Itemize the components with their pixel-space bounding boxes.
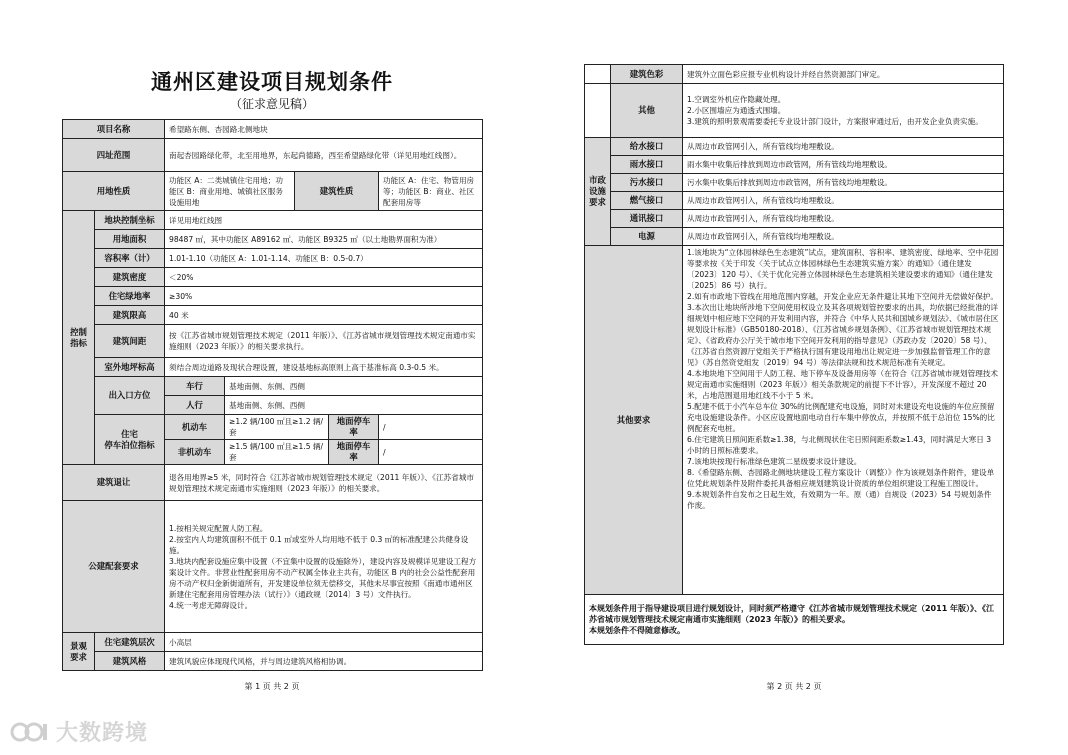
table-row <box>63 325 483 358</box>
landscape-label: 景观 要求 <box>63 633 95 671</box>
layers-label: 住宅建筑层次 <box>95 633 165 652</box>
pedestrian-label: 人行 <box>165 396 225 415</box>
public-facilities-value: 1.按相关规定配置人防工程。 2.按室内人均建筑面积不低于 0.1 ㎡或室外人均用地不低于 0.3 ㎡的标准配建公共健身设施。 3.地块内配套设施应集中设置（不宜集中设置的设施除外），建设内容及规模详见建设工程方案设计文件。非营业性配套用房不动产权属全体业主共有，功能区 B 内的社会公益性配套用房不动产权归金新街道所有，开发建设单位须无偿移交，其他未尽事宜按照《南通市通州区新建住宅配套用房管理办法（试行）》（通政规〔2014〕3 号）文件执行。 4.统一考虑无障碍设计。 <box>165 501 483 633</box>
style-value: 建筑风貌应体现现代风格，并与周边建筑风格相协调。 <box>165 652 483 671</box>
table-row <box>585 595 1004 645</box>
motor-value: ≥1.2 辆/100 ㎡且≥1.2 辆/套 <box>225 415 329 440</box>
far-label: 容积率（计） <box>95 249 165 268</box>
municipal-label: 市政 设施 要求 <box>585 138 611 246</box>
planning-conditions-table-1 <box>62 119 483 671</box>
coord-label: 地块控制坐标 <box>95 211 165 230</box>
page-footer-2: 第 2 页 共 2 页 <box>766 682 822 691</box>
telecom-value: 从周边市政管网引入，所有管线均地埋敷设。 <box>683 210 1004 228</box>
table-row <box>63 211 483 230</box>
boundary-label: 四址范围 <box>63 139 165 172</box>
power-label: 电源 <box>611 228 683 246</box>
other-requirements-value: 1.该地块为“立体园林绿色生态建筑”试点，建筑面积、容积率、建筑密度、绿地率、空中花园等要求按《关于印发〈关于试点立体园林绿色生态建筑实施方案〉的通知》（通住建发〔2023〕120 号）、《关于优化完善立体园林绿色生态建筑相关建设要求的通知》（通住建发〔2025〕86 号）执行。 2.如有市政地下管线在用地范围内穿越，开发企业应无条件避让其地下空间并无偿做好保护。 3.本次出让地块所涉地下空间使用权设立及其各项规划管控要求的出具，均依据已经批准的详细规划中相应地下空间的开发利用内容，并符合《中华人民共和国城乡规划法》、《城市居住区规划设计标准》（GB50180-2018）、《江苏省城乡规划条例》、《江苏省城市规划管理技术规定》、《省政府办公厅关于城市地下空间开发利用的指导意见》（苏政办发〔2020〕58 号）、《江苏省自然资源厅党组关于严格执行国有建设用地出让规定进一步加强监督管理工作的意见》（苏自然资党组发〔2019〕94 号）等法律法规和技术规范标准有关规定。 4.本地块地下空间用于人防工程、地下停车及设备用房等（在符合《江苏省城市规划管理技术规定南通市实施细则（2023 年版）》相关条款规定的前提下不计容），开发深度不超过 20 米，占地范围退用地红线不小于 5 米。 5.配建不低于小汽车总车位 30%的比例配建充电设施，同时对未建设充电设施的车位应预留充电设施建设条件。小区应设置地面电动自行车集中停放点，并按照不低于总泊位 15%的比例配套充电桩。 6.住宅建筑日照间距系数≥1.38，与北侧现状住宅日照间距系数≥1.43，同时满足大寒日 3 小时的日照标准要求。 7.该地块按现行标准绿色建筑二星级要求设计建设。 8.《希望路东侧、杏园路北侧地块建设工程方案设计（调整）》作为该规划条件附件，建设单位凭此规划条件及附件委托具备相应规划建筑设计资质的单位组织建设工程施工图设计。 9.本规划条件自发布之日起生效，有效期为一年。原（通）自规设（2023）54 号规划条件作废。 <box>683 246 1004 595</box>
green-label: 住宅绿地率 <box>95 287 165 306</box>
pedestrian-value: 基地南侧、东侧、西侧 <box>225 396 483 415</box>
entrance-label: 出入口方位 <box>95 377 165 415</box>
density-value: ＜20% <box>165 268 483 287</box>
motor-ground-label: 地面停车率 <box>329 415 379 440</box>
spacing-label: 建筑间距 <box>95 325 165 358</box>
parking-label: 住宅 停车泊位指标 <box>95 415 165 465</box>
setback-label: 建筑退让 <box>63 465 165 501</box>
table-row <box>63 287 483 306</box>
building-type-label: 建筑性质 <box>295 172 379 211</box>
project-name-label: 项目名称 <box>63 120 165 139</box>
table-row <box>585 65 1004 84</box>
document-title: 通州区建设项目规划条件 <box>151 70 393 94</box>
table-row <box>63 465 483 501</box>
project-name-value: 希望路东侧、杏园路北侧地块 <box>165 120 483 139</box>
floor-level-value: 须结合周边道路及现状合理设置，建设基地标高原则上高于基准标高 0.3-0.5 米。 <box>165 358 483 377</box>
vehicle-value: 基地南侧、东侧、西侧 <box>225 377 483 396</box>
table-row <box>63 230 483 249</box>
table-row <box>585 210 1004 228</box>
vehicle-label: 车行 <box>165 377 225 396</box>
table-row <box>63 249 483 268</box>
table-row <box>63 306 483 325</box>
table-row <box>585 192 1004 210</box>
gas-label: 燃气接口 <box>611 192 683 210</box>
watermark <box>10 716 148 747</box>
setback-value: 退各用地界≥5 米，同时符合《江苏省城市规划管理技术规定（2011 年版）》、《江苏省城市规划管理技术规定南通市实施细则（2023 年版）》的相关要求。 <box>165 465 483 501</box>
power-value: 从周边市政管网引入，所有管线均地埋敷设。 <box>683 228 1004 246</box>
table-row <box>585 156 1004 174</box>
height-value: 40 米 <box>165 306 483 325</box>
green-value: ≥30% <box>165 287 483 306</box>
motor-ground-value: / <box>379 415 483 440</box>
style-label: 建筑风格 <box>95 652 165 671</box>
table-row <box>63 415 483 440</box>
coord-value: 详见用地红线图 <box>165 211 483 230</box>
nonmotor-value: ≥1.5 辆/100 ㎡且≥1.5 辆/套 <box>225 440 329 465</box>
table-row <box>63 377 483 396</box>
boundary-value: 南起杏园路绿化带，北至用地界，东起尚德路，西至希望路绿化带（详见用地红线图）。 <box>165 139 483 172</box>
rain-value: 雨水集中收集后排放到周边市政管网，所有管线均地埋敷设。 <box>683 156 1004 174</box>
sewage-label: 污水接口 <box>611 174 683 192</box>
area-label: 用地面积 <box>95 230 165 249</box>
nonmotor-label: 非机动车 <box>165 440 225 465</box>
table-row <box>63 172 483 211</box>
rain-label: 雨水接口 <box>611 156 683 174</box>
nonmotor-ground-label: 地面停车率 <box>329 440 379 465</box>
table-row <box>63 501 483 633</box>
table-row <box>585 84 1004 138</box>
table-row <box>63 633 483 652</box>
table-row <box>63 652 483 671</box>
table-row <box>585 174 1004 192</box>
nonmotor-ground-value: / <box>379 440 483 465</box>
landuse-value: 功能区 A：二类城镇住宅用地；功能区 B：商业用地、城镇社区服务设施用地 <box>165 172 295 211</box>
table-row <box>63 120 483 139</box>
color-value: 建筑外立面色彩应报专业机构设计并经自然资源部门审定。 <box>683 65 1004 84</box>
building-type-value: 功能区 A：住宅、物管用房等；功能区 B：商业、社区配套用房等 <box>379 172 483 211</box>
water-value: 从周边市政管网引入，所有管线均地埋敷设。 <box>683 138 1004 156</box>
water-label: 给水接口 <box>611 138 683 156</box>
floor-level-label: 室外地坪标高 <box>95 358 165 377</box>
spacing-value: 按《江苏省城市规划管理技术规定（2011 年版）》、《江苏省城市规划管理技术规定南通市实施细则（2023 年版）》的相关要求执行。 <box>165 325 483 358</box>
table-row <box>585 246 1004 595</box>
document-subtitle: （征求意见稿） <box>229 97 314 111</box>
other-requirements-label: 其他要求 <box>585 246 683 595</box>
page-footer-1: 第 1 页 共 2 页 <box>244 682 300 691</box>
table-row <box>585 138 1004 156</box>
gas-value: 从周边市政管网引入，所有管线均地埋敷设。 <box>683 192 1004 210</box>
table-row <box>63 139 483 172</box>
layers-value: 小高层 <box>165 633 483 652</box>
height-label: 建筑限高 <box>95 306 165 325</box>
density-label: 建筑密度 <box>95 268 165 287</box>
motor-label: 机动车 <box>165 415 225 440</box>
blank-cell <box>585 84 611 138</box>
sewage-value: 污水集中收集后排放到周边市政管网，所有管线均地埋敷设。 <box>683 174 1004 192</box>
blank-cell <box>585 65 611 84</box>
landuse-label: 用地性质 <box>63 172 165 211</box>
public-facilities-label: 公建配套要求 <box>63 501 165 633</box>
other-value: 1.空调室外机应作隐藏处理。 2.小区围墙应为通透式围墙。 3.建筑的照明景观需要委托专业设计部门设计，方案报审通过后，由开发企业负责实施。 <box>683 84 1004 138</box>
color-label: 建筑色彩 <box>611 65 683 84</box>
note-value: 本规划条件用于指导建设项目进行规划设计，同时须严格遵守《江苏省城市规划管理技术规定（2011 年版）》、《江苏省城市规划管理技术规定南通市实施细则（2023 年版）》的相关要求。 本规划条件不得随意修改。 <box>585 595 1004 645</box>
table-row <box>63 358 483 377</box>
telecom-label: 通讯接口 <box>611 210 683 228</box>
table-row <box>585 228 1004 246</box>
far-value: 1.01-1.10（功能区 A：1.01-1.14、功能区 B：0.5-0.7） <box>165 249 483 268</box>
control-indicators-label: 控制指标 <box>63 211 95 465</box>
brand-logo-icon <box>10 720 50 744</box>
other-label: 其他 <box>611 84 683 138</box>
area-value: 98487 ㎡，其中功能区 A89162 ㎡、功能区 B9325 ㎡（以土地勘界面积为准） <box>165 230 483 249</box>
table-row <box>63 268 483 287</box>
watermark-text: 大数跨境 <box>56 721 149 746</box>
planning-conditions-table-2 <box>584 64 1004 645</box>
